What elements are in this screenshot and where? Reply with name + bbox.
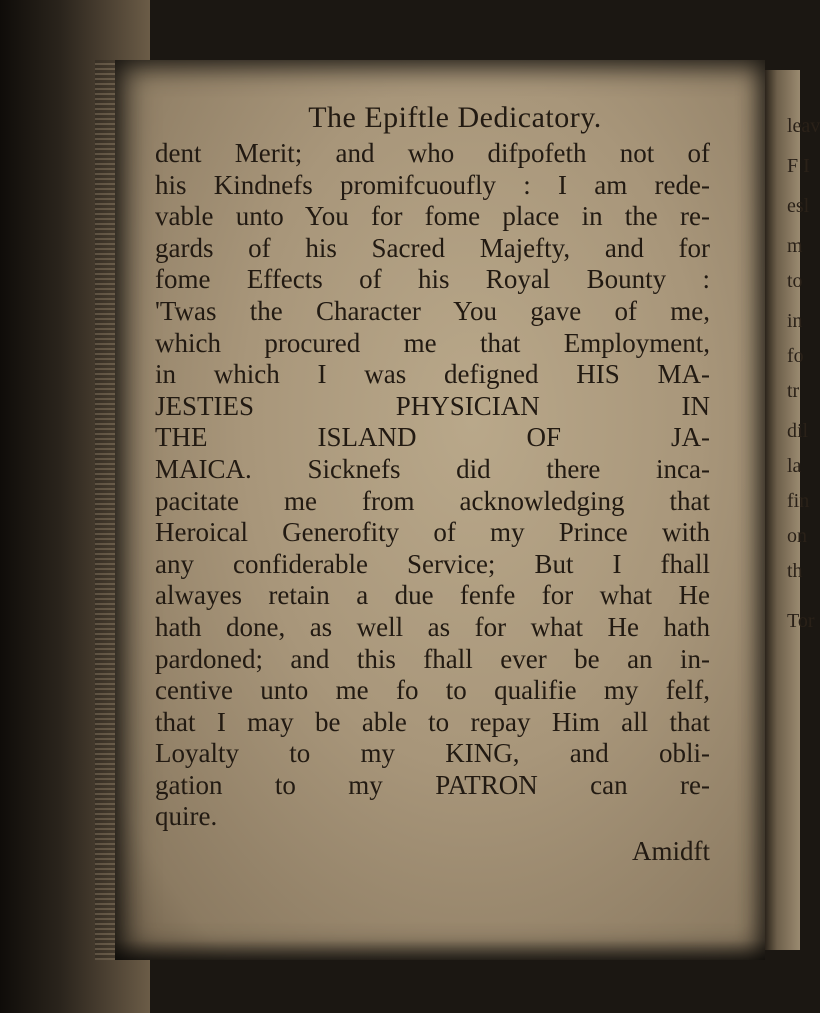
- facing-page-fragment: th: [787, 560, 803, 582]
- text-line: vable unto You for fome place in the re-: [155, 201, 710, 232]
- text-line: fome Effects of his Royal Bounty :: [155, 264, 710, 295]
- text-line: dent Merit; and who difpofeth not of: [155, 138, 710, 168]
- text-line: hath done, as well as for what He hath: [155, 611, 710, 642]
- facing-page-fragment: la: [787, 455, 802, 477]
- running-head: The Epiftle Dedicatory.: [308, 101, 602, 134]
- text-line: in which I was defigned HIS MA-: [155, 359, 710, 390]
- text-line: alwayes retain a due fenfe for what He: [155, 580, 710, 611]
- facing-page-fragment: esl: [787, 195, 810, 217]
- text-line: which procured me that Employment,: [155, 327, 710, 358]
- text-line: Heroical Generofity of my Prince with: [155, 517, 710, 548]
- text-line: pacitate me from acknowledging that: [155, 485, 710, 516]
- facing-page-fragment: leav: [787, 115, 820, 137]
- facing-page-fragment: on: [787, 525, 807, 547]
- text-line: that I may be able to repay Him all that: [155, 706, 710, 737]
- page-edges: [95, 60, 115, 960]
- facing-page-fragment: F I: [787, 155, 810, 177]
- page-text: [155, 100, 755, 867]
- facing-page-edge: [765, 70, 820, 950]
- text-line: THE ISLAND OF JA-: [155, 422, 710, 453]
- facing-page-fragment: Tor: [787, 610, 815, 632]
- text-line: gards of his Sacred Majefty, and for: [155, 232, 710, 263]
- facing-page-fragment: tr: [787, 380, 800, 402]
- facing-page-fragment: fo: [787, 345, 804, 367]
- facing-page-fragment: fin: [787, 490, 810, 512]
- facing-page-fragment: dil: [787, 420, 809, 442]
- facing-page-fragment: m: [787, 235, 803, 257]
- text-line: JESTIES PHYSICIAN IN: [155, 390, 710, 421]
- text-line: quire.: [155, 801, 218, 832]
- facing-page-fragment: in: [787, 310, 803, 332]
- text-line: centive unto me fo to qualifie my felf,: [155, 675, 710, 706]
- text-line: gation to my PATRON can re-: [155, 769, 710, 800]
- text-line: pardoned; and this fhall ever be an in-: [155, 643, 710, 674]
- text-line: MAICA. Sicknefs did there inca-: [155, 453, 710, 484]
- text-line: any confiderable Service; But I fhall: [155, 548, 710, 579]
- text-line: Loyalty to my KING, and obli-: [155, 738, 710, 769]
- catchword: Amidft: [632, 836, 710, 867]
- page-shadow: [115, 940, 765, 960]
- text-line: 'Twas the Character You gave of me,: [155, 295, 710, 326]
- facing-page-fragment: to: [787, 270, 803, 292]
- text-line: his Kindnefs promifcuoufly : I am rede-: [155, 169, 710, 200]
